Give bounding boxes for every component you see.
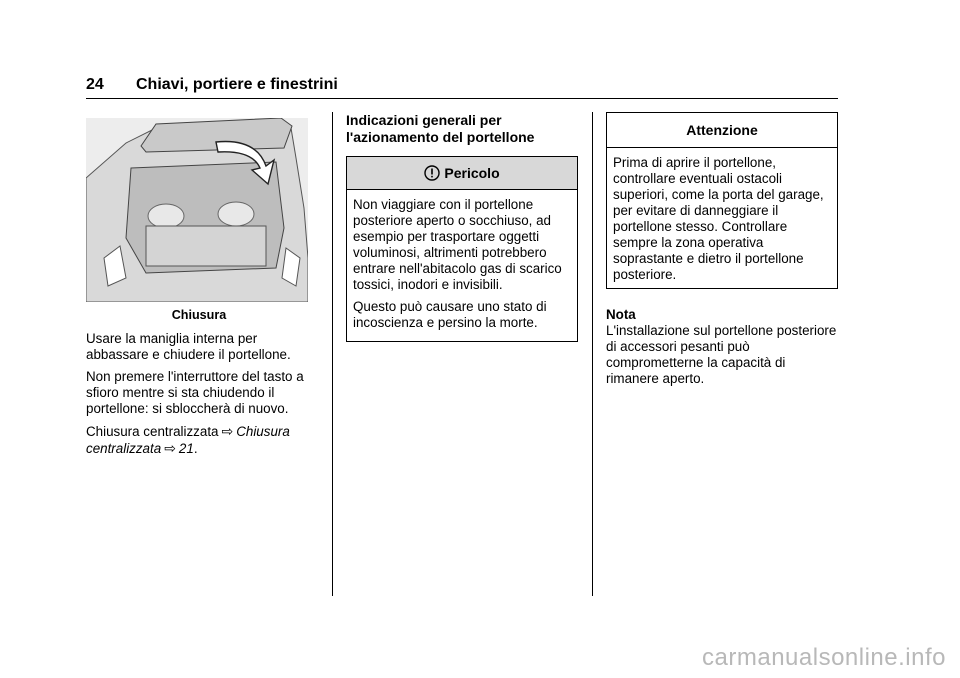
note-text: L'installazione sul portellone posteriore di accessori pesanti può comprometterne la capacità di rimanere aperto.	[606, 323, 837, 386]
section-heading: Indicazioni generali per l'azionamento del portellone	[346, 112, 535, 145]
tailgate-illustration	[86, 118, 308, 302]
danger-paragraph: Questo può causare uno stato di incoscienza e persino la morte.	[353, 299, 547, 330]
danger-body	[347, 190, 577, 341]
xref-page[interactable]: 21	[178, 441, 194, 456]
column-2	[346, 112, 578, 342]
column-3	[606, 112, 838, 387]
page-number: 24	[86, 76, 104, 93]
chapter-title: Chiavi, portiere e finestrini	[136, 76, 338, 93]
figure-caption: Chiusura	[171, 308, 227, 322]
danger-header	[347, 157, 577, 190]
xref-label: Chiusura centralizzata	[86, 424, 219, 439]
page-header	[86, 70, 838, 99]
xref-arrow-icon: ⇨	[164, 440, 176, 456]
caution-title: Attenzione	[607, 113, 837, 148]
paragraph: Non premere l'interruttore del tasto a sfioro mentre si sta chiudendo il portellone: si sbloccherà di nuovo.	[86, 369, 304, 416]
danger-box	[346, 156, 578, 342]
note-label: Nota	[606, 307, 636, 322]
column-1	[86, 118, 312, 463]
warning-icon	[424, 165, 440, 181]
caution-body: Prima di aprire il portellone, controllare eventuali ostacoli superiori, come la porta del garage, per evitare di danneggiare il portellone stesso. Controllare sempre la zona operativa soprastante e dietro il portellone posteriore.	[613, 155, 824, 282]
cross-reference	[86, 423, 312, 457]
xref-end: .	[193, 441, 198, 456]
caution-box	[606, 112, 838, 289]
danger-paragraph: Non viaggiare con il portellone posteriore aperto o socchiuso, ad esempio per trasportare oggetti voluminosi, altrimenti potrebbero entrare nell'abitacolo gas di scarico tossici, inodori e invisibili.	[353, 197, 562, 292]
column-divider	[592, 112, 593, 596]
paragraph: Usare la maniglia interna per abbassare e chiudere il portellone.	[86, 331, 291, 362]
watermark: carmanualsonline.info	[702, 644, 946, 671]
danger-title: Pericolo	[444, 165, 500, 181]
column-divider	[332, 112, 333, 596]
xref-target-line1[interactable]: Chiusura	[236, 424, 290, 439]
xref-target-line2[interactable]: centralizzata	[86, 441, 162, 456]
xref-arrow-icon: ⇨	[221, 423, 234, 439]
